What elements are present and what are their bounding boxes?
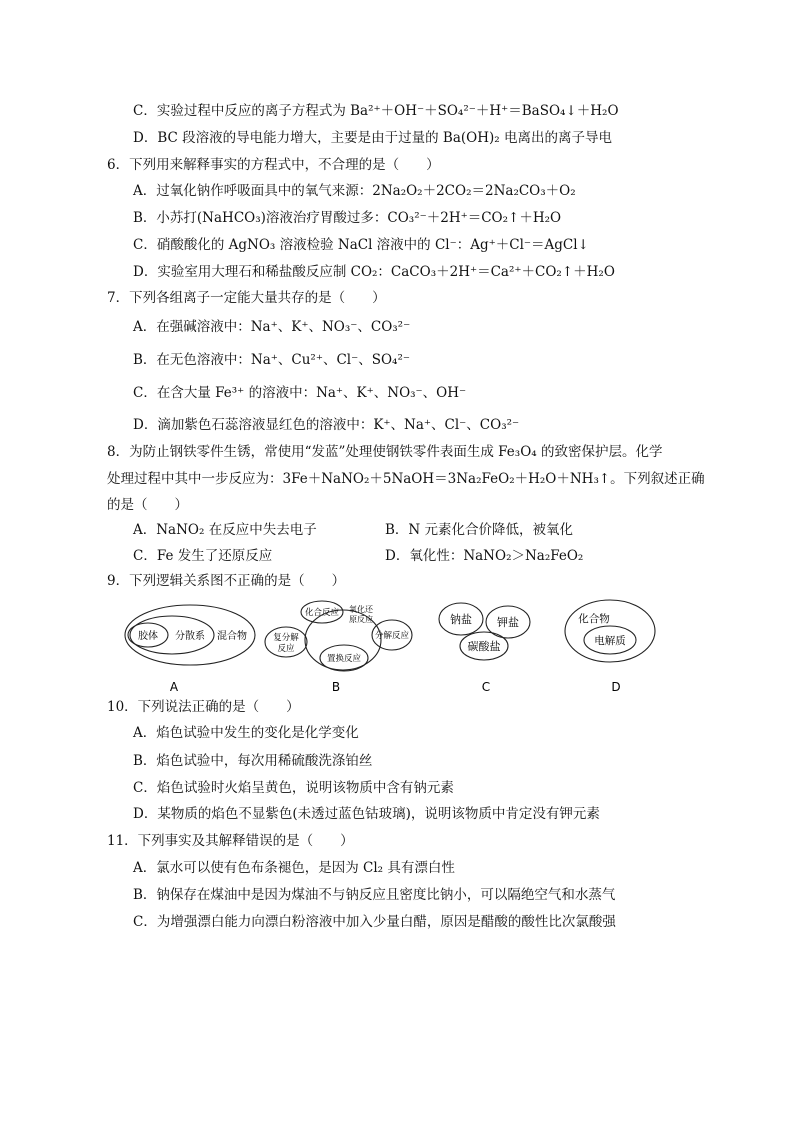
q7-option-d: D．滴加紫色石蕊溶液显红色的溶液中：K⁺、Na⁺、Cl⁻、CO₃²⁻	[133, 417, 520, 433]
diagram-b-displacement: 置换反应	[326, 654, 362, 664]
question-8-line-1: 8．为防止钢铁零件生锈，常使用“发蓝”处理使钢铁零件表面生成 Fe₃O₄ 的致密保护层。化学	[107, 444, 663, 460]
q8-option-c: C．Fe 发生了还原反应	[133, 548, 273, 564]
q7-option-b: B．在无色溶液中：Na⁺、Cu²⁺、Cl⁻、SO₄²⁻	[133, 352, 411, 368]
logic-diagrams	[110, 598, 670, 698]
diagram-d-compound: 化合物	[578, 613, 610, 625]
q6-option-a: A．过氧化钠作呼吸面具中的氧气来源：2Na₂O₂＋2CO₂＝2Na₂CO₃＋O₂	[133, 183, 576, 199]
diagram-a-outer: 混合物	[217, 631, 247, 642]
q8-option-a: A．NaNO₂ 在反应中失去电子	[133, 522, 317, 538]
diagram-c-carbonate: 碳酸盐	[467, 640, 501, 653]
diagram-a-middle: 分散系	[175, 631, 205, 642]
q11-option-a: A．氯水可以使有色布条褪色，是因为 Cl₂ 具有漂白性	[133, 860, 455, 876]
diagram-b-redox: 氧化还原反应	[349, 605, 373, 624]
q5-option-c: C．实验过程中反应的离子方程式为 Ba²⁺＋OH⁻＋SO₄²⁻＋H⁺＝BaSO₄↓＋H₂O	[133, 103, 619, 119]
q7-option-a: A．在强碱溶液中：Na⁺、K⁺、NO₃⁻、CO₃²⁻	[133, 319, 411, 335]
q10-option-a: A．焰色试验中发生的变化是化学变化	[133, 725, 359, 741]
q6-option-b: B．小苏打(NaHCO₃)溶液治疗胃酸过多：CO₃²⁻＋2H⁺＝CO₂↑＋H₂O	[133, 210, 562, 226]
question-10: 10．下列说法正确的是（ ）	[107, 699, 300, 715]
q5-option-d: D．BC 段溶液的导电能力增大，主要是由于过量的 Ba(OH)₂ 电离出的离子导电	[133, 130, 612, 146]
diagram-d	[565, 600, 655, 662]
diagram-a-inner: 胶体	[138, 631, 158, 642]
diagram-c-sodium-salt: 钠盐	[450, 613, 472, 626]
question-6: 6．下列用来解释事实的方程式中，不合理的是（ ）	[107, 157, 440, 173]
diagram-c-potassium-salt: 钾盐	[497, 616, 519, 629]
question-8-line-2: 处理过程中其中一步反应为：3Fe＋NaNO₂＋5NaOH＝3Na₂FeO₂＋H₂O＋NH₃↑。下列叙述正确	[107, 471, 705, 487]
diagram-b-combination: 化合反应	[304, 608, 340, 618]
q6-option-d: D．实验室用大理石和稀盐酸反应制 CO₂：CaCO₃＋2H⁺＝Ca²⁺＋CO₂↑＋H₂O	[133, 264, 615, 280]
diagram-b-double-displacement: 复分解反应	[273, 633, 299, 654]
q7-option-c: C．在含大量 Fe³⁺ 的溶液中：Na⁺、K⁺、NO₃⁻、OH⁻	[133, 385, 467, 401]
question-11: 11．下列事实及其解释错误的是（ ）	[107, 833, 354, 849]
diagram-d-electrolyte: 电解质	[594, 635, 626, 647]
q11-option-b: B．钠保存在煤油中是因为煤油不与钠反应且密度比钠小，可以隔绝空气和水蒸气	[133, 887, 616, 903]
q10-option-c: C．焰色试验时火焰呈黄色，说明该物质中含有钠元素	[133, 780, 454, 796]
q11-option-c: C．为增强漂白能力向漂白粉溶液中加入少量白醋，原因是醋酸的酸性比次氯酸强	[133, 914, 616, 930]
q6-option-c: C．硝酸酸化的 AgNO₃ 溶液检验 NaCl 溶液中的 Cl⁻：Ag⁺＋Cl⁻＝AgCl↓	[133, 237, 589, 253]
question-9: 9．下列逻辑关系图不正确的是（ ）	[107, 573, 346, 589]
diagram-d-label: D	[611, 680, 621, 694]
q10-option-d: D．某物质的焰色不显紫色(未透过蓝色钴玻璃)，说明该物质中肯定没有钾元素	[133, 806, 600, 822]
diagram-b-decomposition: 分解反应	[374, 631, 410, 641]
question-8-line-3: 的是（ ）	[107, 497, 188, 513]
q8-option-d: D．氧化性：NaNO₂＞Na₂FeO₂	[385, 548, 584, 564]
diagram-b-label: B	[331, 680, 341, 694]
q10-option-b: B．焰色试验中，每次用稀硫酸洗涤铂丝	[133, 753, 373, 769]
diagram-a-label: A	[169, 680, 179, 694]
diagram-c-label: C	[481, 680, 491, 694]
question-7: 7．下列各组离子一定能大量共存的是（ ）	[107, 290, 386, 306]
q8-option-b: B．N 元素化合价降低，被氧化	[385, 522, 574, 538]
